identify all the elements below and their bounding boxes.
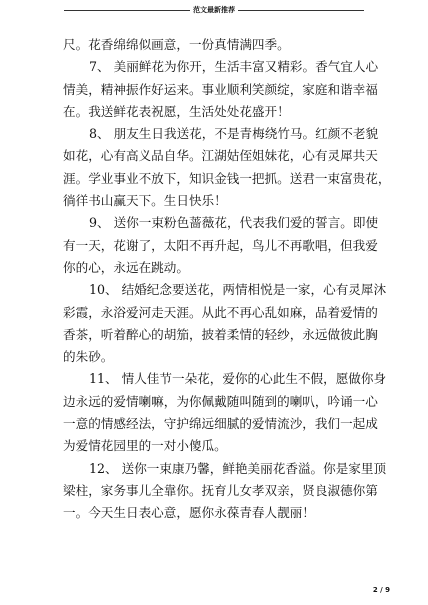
- text-line: 11、 情人佳节一朵花，爱你的心此生不假，愿做你身: [89, 371, 387, 387]
- text-line: 香茶，听着醉心的胡笳，披着柔情的轻纱，永远做彼此胸: [63, 326, 378, 342]
- header-title: 范文最新推荐: [190, 3, 238, 17]
- text-line: 一意的情感经法，守护绵远细腻的爱情流沙，我们一起成: [63, 416, 378, 432]
- text-line: 有一天，花谢了，太阳不再升起，鸟儿不再歌唱，但我爱: [63, 237, 378, 253]
- text-line: 一。今天生日表心意，愿你永葆青春人靓丽！: [63, 505, 315, 521]
- text-line: 尺。花香绵绵似画意，一份真情满四季。: [63, 37, 290, 52]
- paragraph-item-8: [63, 123, 391, 212]
- text-line: 9、 送你一束粉色蔷薇花，代表我们爱的誓言。即使: [89, 215, 379, 231]
- paragraph-item-10: [63, 279, 387, 368]
- text-line: 如花，心有高义品自华。江湖姑侄姐妹花，心有灵犀共天: [63, 148, 378, 164]
- text-line: 的朱砂。: [63, 349, 114, 365]
- paragraph-item-7: [63, 56, 379, 123]
- text-line: 边永远的爱情喇嘛，为你佩戴随叫随到的喇叭，吟诵一心: [63, 393, 378, 409]
- text-line: 涯。学业事业不放下，知识金钱一把抓。送君一束富贵花，: [63, 170, 391, 186]
- text-line: 为爱情花园里的一对小傻瓜。: [63, 438, 227, 454]
- text-line: 徜徉书山赢天下。生日快乐！: [63, 193, 227, 209]
- text-line: 在。我送鲜花表祝愿，生活处处花盛开！: [63, 103, 290, 119]
- text-line: 8、 朋友生日我送花，不是青梅绕竹马。红颜不老貌: [89, 126, 379, 142]
- text-line: 你的心，永远在跳动。: [63, 259, 189, 275]
- paragraph-continuation: [63, 34, 363, 56]
- paragraph-item-9: [63, 212, 379, 279]
- page-number: 2 / 9: [372, 586, 390, 594]
- document-body: [63, 34, 391, 525]
- text-line: 12、 送你一束康乃馨，鲜艳美丽花香溢。你是家里顶: [89, 460, 387, 476]
- text-line: 情美，精神振作好运来。事业顺利笑颜绽，家庭和谐幸福: [63, 81, 378, 97]
- text-line: 7、 美丽鲜花为你开，生活丰富又精彩。香气宜人心: [89, 59, 379, 75]
- text-line: 彩霞，永浴爱河走天涯。从此不再心乱如麻，品着爱情的: [63, 304, 378, 320]
- paragraph-item-11: [63, 368, 387, 457]
- page-header: [64, 3, 364, 19]
- text-line: 10、 结婚纪念要送花，两情相悦是一家，心有灵犀沐: [89, 282, 387, 298]
- paragraph-item-12: [63, 458, 387, 525]
- text-line: 梁柱，家务事儿全靠你。抚育儿女孝双亲，贤良淑德你第: [63, 482, 378, 498]
